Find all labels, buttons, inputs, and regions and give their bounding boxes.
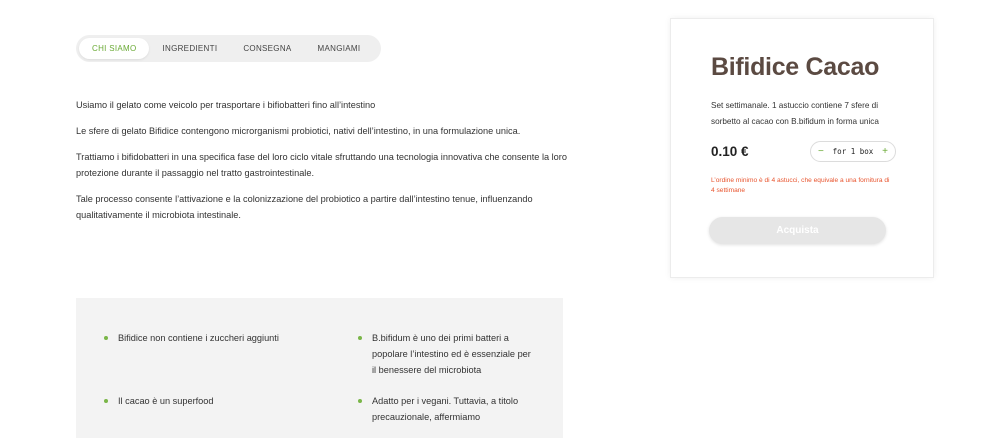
tab-ingredienti[interactable]: INGREDIENTI: [162, 44, 218, 53]
bullet-icon: [104, 336, 108, 340]
description-text: [76, 97, 571, 233]
tab-consegna[interactable]: CONSEGNA: [243, 44, 292, 53]
paragraph: Trattiamo i bifidobatteri in una specifica fase del loro ciclo vitale sfruttando una tecnologia innovativa che consente la loro protezione durante il passaggio nel tratto gastrointestinale.: [76, 152, 567, 178]
feature-item: [372, 330, 537, 378]
quantity-stepper: [810, 141, 896, 162]
feature-item: [118, 330, 288, 346]
bullet-icon: [104, 399, 108, 403]
feature-text: Adatto per i vegani. Tuttavia, a titolo precauzionale, affermiamo: [372, 396, 519, 422]
feature-item: [372, 393, 522, 425]
tab-mangiami[interactable]: MANGIAMI: [317, 44, 361, 53]
bullet-icon: [358, 336, 362, 340]
feature-text: Bifidice non contiene i zuccheri aggiunti: [118, 333, 279, 343]
product-card: [670, 18, 934, 278]
paragraph: Usiamo il gelato come veicolo per trasportare i bifiobatteri fino all’intestino: [76, 100, 376, 110]
features-panel: [76, 298, 563, 438]
tab-bar: [76, 35, 381, 62]
quantity-label: for 1 box: [832, 147, 874, 156]
product-title: Bifidice Cacao: [711, 53, 880, 81]
plus-icon[interactable]: +: [882, 146, 888, 157]
buy-button[interactable]: Acquista: [709, 217, 886, 244]
bullet-icon: [358, 399, 362, 403]
paragraph: Tale processo consente l’attivazione e la colonizzazione del probiotico a partire dall’intestino tenue, influenzando qualitativamente il microbiota intestinale.: [76, 194, 533, 220]
feature-text: Il cacao è un superfood: [118, 396, 214, 406]
product-price: 0.10 €: [711, 144, 749, 159]
minimum-order-notice: L’ordine minimo è di 4 astucci, che equivale a una fornitura di 4 settimane: [711, 177, 890, 194]
paragraph: Le sfere di gelato Bifidice contengono microrganismi probiotici, nativi dell’intestino, in una formulazione unica.: [76, 126, 521, 136]
feature-item: [118, 393, 288, 409]
tab-chi-siamo[interactable]: CHI SIAMO: [79, 38, 149, 59]
minus-icon[interactable]: −: [818, 146, 824, 157]
feature-text: B.bifidum è uno dei primi batteri a popolare l’intestino ed è essenziale per il benessere del microbiota: [372, 333, 531, 375]
product-description: Set settimanale. 1 astuccio contiene 7 sfere di sorbetto al cacao con B.bifidum in forma unica: [711, 101, 879, 126]
